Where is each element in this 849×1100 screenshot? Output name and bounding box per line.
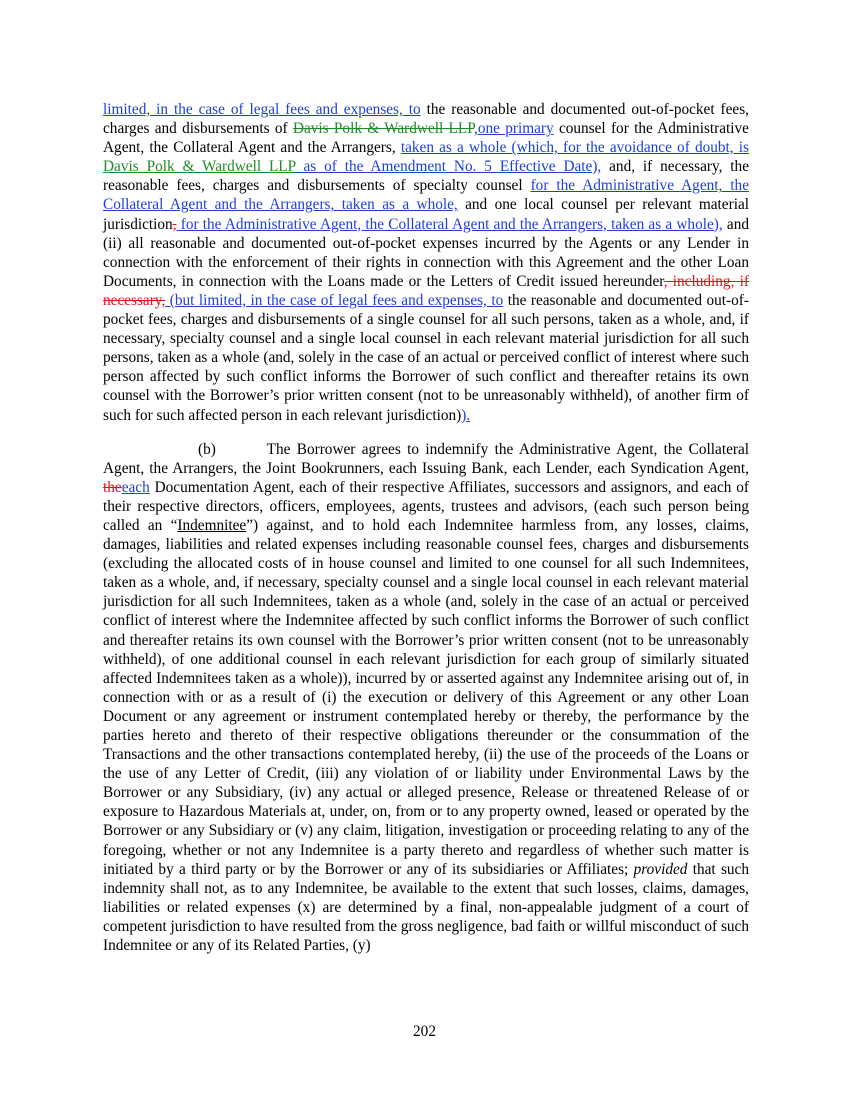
- deleted-text: , including, if necessary,: [103, 272, 749, 309]
- document-page: [103, 100, 749, 955]
- page-number: 202: [413, 1023, 436, 1040]
- inserted-text: ,one primary: [474, 120, 554, 138]
- text-run: Documentation Agent, each of their respective Affiliates, successors and assignors, and each of their respective directors, officers, employees, agents, trustees and advisors, (each such person being called an “: [103, 478, 749, 534]
- text-run: (b) The Borrower agrees to indemnify the Administrative Agent, the Collateral Agent, the Arrangers, the Joint Bookrunners, each Issuing Bank, each Lender, each Syndication Agent,: [103, 440, 749, 477]
- text-run: the reasonable and documented out-of-pocket fees, charges and disbursements of: [103, 101, 749, 138]
- text-run: and, if necessary, the reasonable fees, charges and disbursements of specialty counsel: [103, 158, 749, 195]
- inserted-text: as of the Amendment No. 5 Effective Date),: [295, 158, 602, 176]
- inserted-text: for the Administrative Agent, the Collateral Agent and the Arrangers, taken as a whole,: [103, 177, 749, 214]
- inserted-text: (but limited, in the case of legal fees and expenses, to: [165, 291, 504, 309]
- paragraph-indemnification-b: [103, 440, 749, 956]
- deleted-text: ,: [172, 215, 177, 233]
- inserted-text: .: [466, 406, 471, 424]
- text-run: that such indemnity shall not, as to any Indemnitee, be available to the extent that such losses, claims, damages, liabilities or related expenses (x) are determined by a final, non-appealable judgment of a court of competent jurisdiction to have resulted from the gross negligence, bad faith or willful misconduct of such Indemnitee or any of its Related Parties, (y): [103, 860, 749, 955]
- inserted-text: limited, in the case of legal fees and expenses, to: [103, 101, 421, 118]
- text-run: counsel for the Administrative Agent, the Collateral Agent and the Arrangers,: [103, 120, 749, 157]
- text-run: ”) against, and to hold each Indemnitee harmless from, any losses, claims, damages, liabilities and related expenses including reasonable counsel fees, charges and disbursements (excluding the allocated costs of in house counsel and limited to one counsel for all such Indemnitees, taken as a whole, and, if necessary, specialty counsel and a single local counsel in each relevant material jurisdiction for all such Indemnitees, taken as a whole (and, solely in the case of an actual or perceived conflict of interest where the Indemnitee affected by such conflict informs the Borrower of such conflict and thereafter retains its own counsel with the Borrower’s prior written consent (not to be unreasonably withheld), of one additional counsel in each relevant jurisdiction for each group of similarly situated affected Indemnitees taken as a whole)), incurred by or asserted against any Indemnitee arising out of, in connection with or as a result of (i) the execution or delivery of this Agreement or any other Loan Document or any agreement or instrument contemplated hereby or thereby, the performance by the parties hereto and thereto of their respective obligations thereunder or the consummation of the Transactions and the other transactions contemplated hereby, (ii) the use of the proceeds of the Loans or the use of any Letter of Credit, (iii) any violation of or liability under Environmental Laws by the Borrower or any Subsidiary, (iv) any actual or alleged presence, Release or threatened Release of or exposure to Hazardous Materials at, under, on, from or to any property owned, leased or operated by the Borrower or any Subsidiary or (v) any claim, litigation, investigation or proceeding relating to any of the foregoing, whether or not any Indemnitee is a party thereto and regardless of whether such matter is initiated by a third party or by the Borrower or any of its subsidiaries or Affiliates;: [103, 516, 749, 878]
- text-run: and one local counsel per relevant material jurisdiction: [103, 196, 749, 233]
- deleted-text: Davis Polk & Wardwell LLP: [292, 120, 475, 138]
- inserted-text: for the Administrative Agent, the Collateral Agent and the Arrangers, taken as a whole),: [176, 215, 723, 233]
- italic-term-provided: provided: [633, 860, 688, 878]
- defined-term-indemnitee: Indemnitee: [177, 516, 247, 534]
- moved-text: Davis Polk & Wardwell LLP: [103, 158, 296, 176]
- inserted-text: each: [121, 478, 150, 496]
- text-run: the reasonable and documented out-of-pocket fees, charges and disbursements of a single counsel for all such persons, taken as a whole, and, if necessary, specialty counsel and a single local counsel in each relevant material jurisdiction for all such persons, taken as a whole (and, solely in the case of an actual or perceived conflict of interest where such person affected by such conflict informs the Borrower of such conflict and thereafter retains its own counsel with the Borrower’s prior written consent (not to be unreasonably withheld), of another firm of such for such affected person in each relevant jurisdiction): [103, 291, 749, 424]
- inserted-text: taken as a whole (which, for the avoidance of doubt, is: [400, 139, 749, 157]
- text-run: and (ii) all reasonable and documented out-of-pocket expenses incurred by the Agents or any Lender in connection with the enforcement of their rights in connection with this Agreement and the other Loan Documents, in connection with the Loans made or the Letters of Credit issued hereunder: [103, 215, 749, 290]
- paragraph-expenses-continued: [103, 100, 749, 425]
- deleted-text: the: [103, 478, 122, 496]
- inserted-text: ): [461, 406, 467, 424]
